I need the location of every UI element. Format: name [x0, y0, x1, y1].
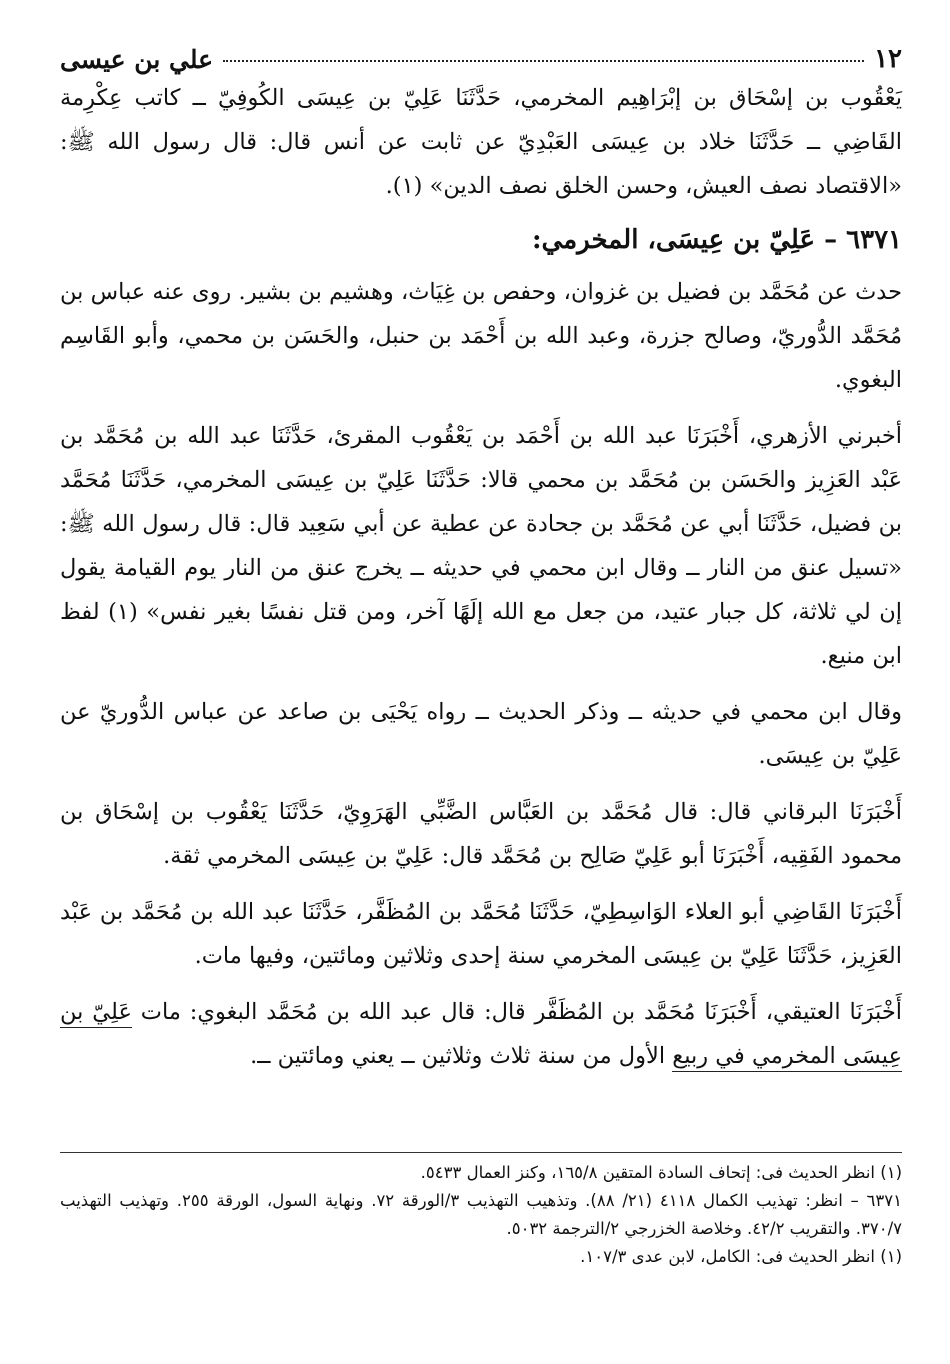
entry-heading: ٦٣٧١ – عَلِيّ بن عِيسَى، المخرمي: [531, 225, 902, 255]
footnotes [60, 1152, 902, 1271]
underlined-phrase: عَلِيّ بن عِيسَى المخرمي في ربيع [60, 999, 902, 1072]
paragraph-year: أَخْبَرَنَا القَاضِي أبو العلاء الوَاسِطِيّ، حَدَّثَنَا مُحَمَّد بن المُظَفَّر، حَدَّثَنَا عبد الله بن مُحَمَّد بن عَبْد العَزِيز، حَدَّثَنَا عَلِيّ بن عِيسَى المخرمي سنة إحدى وثلاثين ومائتين، وفيها مات. [60, 899, 902, 969]
paragraph-thiqa: أَخْبَرَنَا البرقاني قال: قال مُحَمَّد بن العَبَّاس الضَّبِّي الهَرَوِيّ، حَدَّثَنَا يَعْقُوب بن إسْحَاق بن محمود الفَقِيه، أَخْبَرَنَا أبو عَلِيّ صَالِح بن مُحَمَّد قال: عَلِيّ بن عِيسَى المخرمي ثقة. [60, 799, 902, 869]
page-header [60, 28, 902, 74]
footnote-2: (١) انظر الحديث فى: الكامل، لابن عدى ١٠٧/٣. [580, 1247, 902, 1266]
header-dot-leader [223, 59, 864, 62]
running-head: علي بن عيسى [60, 45, 214, 74]
paragraph-narrators: حدث عن مُحَمَّد بن فضيل بن غزوان، وحفص بن غِيَاث، وهشيم بن بشير. روى عنه عباس بن مُحَمَّد الدُّوريّ، وصالح جزرة، وعبد الله بن أَحْمَد بن حنبل، والحَسَن بن محمي، وأبو القَاسِم البغوي. [60, 279, 902, 393]
paragraph-hadith: أخبرني الأزهري، أَخْبَرَنَا عبد الله بن أَحْمَد بن يَعْقُوب المقرئ، حَدَّثَنَا عبد الله بن مُحَمَّد بن عَبْد العَزِيز والحَسَن بن مُحَمَّد بن محمي قالا: حَدَّثَنَا عَلِيّ بن عِيسَى المخرمي، حَدَّثَنَا مُحَمَّد بن فضيل، حَدَّثَنَا أبي عن مُحَمَّد بن جحادة عن عطية عن أبي سَعِيد قال: قال رسول الله ﷺ: «تسيل عنق من النار ــ وقال ابن محمي في حديثه ــ يخرج عنق من النار يوم القيامة يقول إن لي ثلاثة، كل جبار عتيد، من جعل مع الله إلَهًا آخر، ومن قتل نفسًا بغير نفس» (١) لفظ ابن منيع. [60, 423, 903, 669]
paragraph-riwaya: وقال ابن محمي في حديثه ــ وذكر الحديث ــ رواه يَحْيَى بن صاعد عن عباس الدُّوريّ عن عَلِيّ بن عِيسَى. [60, 699, 902, 769]
page-number: ١٢ [874, 44, 902, 74]
paragraph-death [60, 990, 902, 1078]
death-text-a: أَخْبَرَنَا العتيقي، أَخْبَرَنَا مُحَمَّد بن المُظَفَّر قال: قال عبد الله بن مُحَمَّد البغوي: مات [131, 999, 903, 1025]
footnote-biography: ٦٣٧١ – انظر: تهذيب الكمال ٤١١٨ (٢١/ ٨٨). وتذهيب التهذيب ٣/الورقة ٧٢. ونهاية السول، الورقة ٢٥٥. وتهذيب التهذيب ٣٧٠/٧. والتقريب ٤٢/٢. وخلاصة الخزرجي ٢/الترجمة ٥٠٣٢. [60, 1191, 902, 1238]
page [60, 28, 902, 1078]
death-text-b: الأول من سنة ثلاث وثلاثين ــ يعني ومائتين ــ. [250, 1043, 673, 1069]
footnote-1: (١) انظر الحديث فى: إتحاف السادة المتقين ١٦٥/٨، وكنز العمال ٥٤٣٣. [420, 1163, 902, 1182]
paragraph-continued: يَعْقُوب بن إسْحَاق بن إبْرَاهِيم المخرمي، حَدَّثَنَا عَلِيّ بن عِيسَى الكُوفِيّ ــ كاتب عِكْرِمة القَاضِي ــ حَدَّثَنَا خلاد بن عِيسَى العَبْدِيّ عن ثابت عن أنس قال: قال رسول الله ﷺ: «الاقتصاد نصف العيش، وحسن الخلق نصف الدين» (١). [60, 85, 902, 199]
